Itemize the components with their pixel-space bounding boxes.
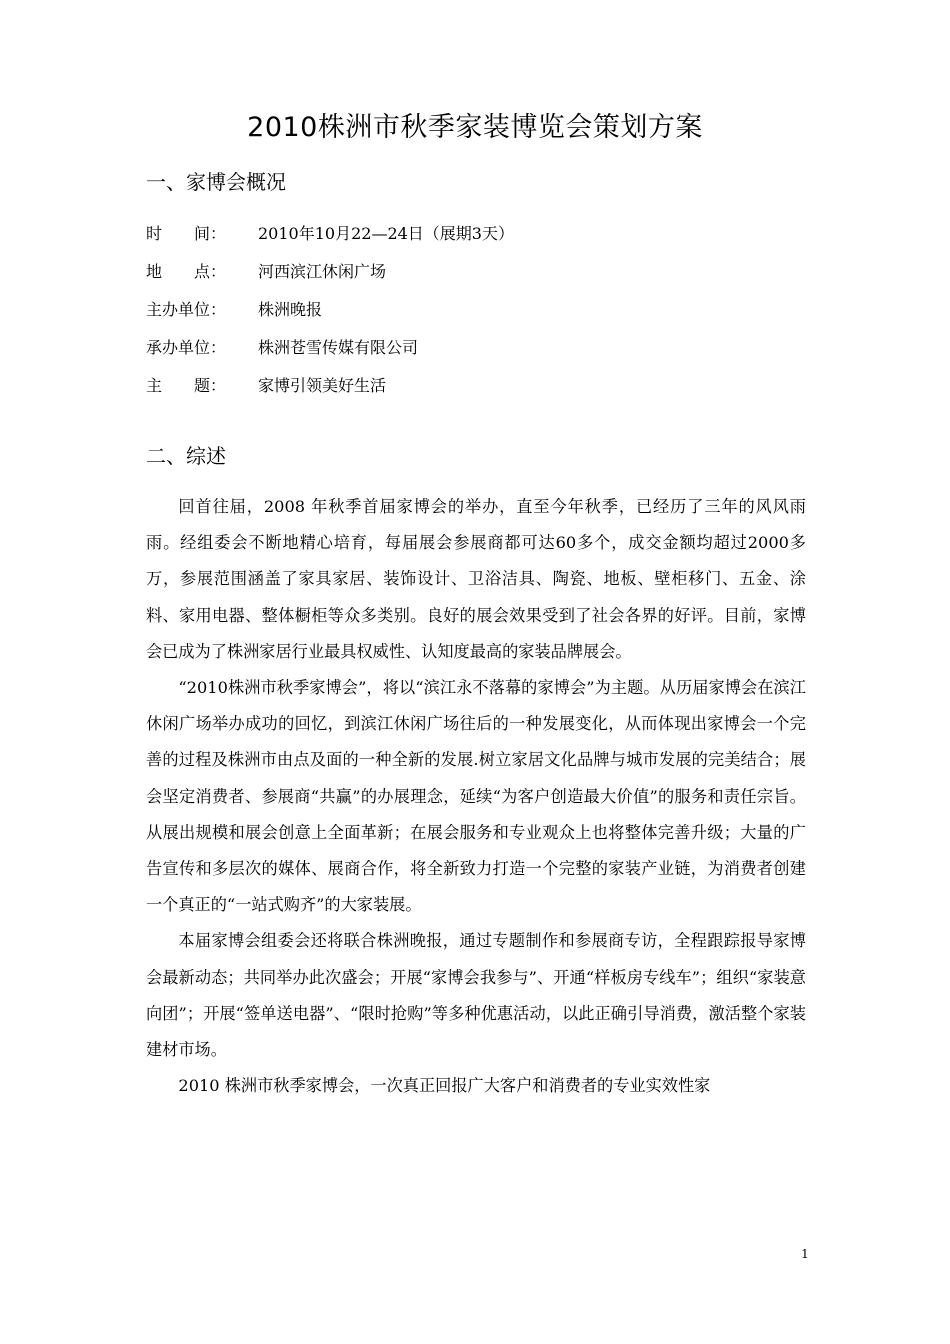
info-row-theme <box>146 367 806 405</box>
info-row-organizer <box>146 291 806 329</box>
info-value: 家博引领美好生活 <box>258 376 387 395</box>
overview-info-list <box>146 215 806 405</box>
info-value: 河西滨江休闲广场 <box>258 262 387 281</box>
info-value: 株洲晚报 <box>258 300 323 319</box>
info-row-undertaker <box>146 329 806 367</box>
info-label: 承办单位： <box>146 338 227 357</box>
section-heading-overview: 一、家博会概况 <box>146 170 286 194</box>
info-label: 主办单位： <box>146 300 227 319</box>
info-row-time <box>146 215 806 253</box>
info-label: 时 间： <box>146 224 227 243</box>
paragraph: 回首往届，2008 年秋季首届家博会的举办，直至今年秋季，已经历了三年的风风雨雨。经组委会不断地精心培育，每届展会参展商都可达60多个，成交金额均超过2000多万，参展范围涵盖了家具家居、装饰设计、卫浴洁具、陶瓷、地板、壁柜移门、五金、涂料、家用电器、整体橱柜等众多类别。良好的展会效果受到了社会各界的好评。目前，家博会已成为了株洲家居行业最具权威性、认知度最高的家装品牌展会。 <box>146 497 806 661</box>
info-value: 株洲苍雪传媒有限公司 <box>258 338 419 357</box>
summary-body <box>146 489 806 1104</box>
section-heading-summary: 二、综述 <box>146 444 226 468</box>
document-title: 2010株洲市秋季家装博览会策划方案 <box>247 112 703 143</box>
paragraph: 本届家博会组委会还将联合株洲晚报，通过专题制作和参展商专访，全程跟踪报导家博会最新动态；共同举办此次盛会；开展“家博会我参与”、开通“样板房专线车”；组织“家装意向团”；开展“签单送电器”、“限时抢购”等多种优惠活动，以此正确引导消费，激活整个家装建材市场。 <box>146 931 806 1060</box>
info-label: 地 点： <box>146 262 227 281</box>
info-value: 2010年10月22—24日（展期3天） <box>258 224 514 243</box>
page-number: 1 <box>801 1247 809 1261</box>
paragraph: “2010株洲市秋季家博会”，将以“滨江永不落幕的家博会”为主题。从历届家博会在滨江休闲广场举办成功的回忆，到滨江休闲广场往后的一种发展变化，从而体现出家博会一个完善的过程及株洲市由点及面的一种全新的发展.树立家居文化品牌与城市发展的完美结合；展会坚定消费者、参展商“共赢”的办展理念，延续“为客户创造最大价值”的服务和责任宗旨。从展出规模和展会创意上全面革新；在展会服务和专业观众上也将整体完善升级；大量的广告宣传和多层次的媒体、展商合作，将全新致力打造一个完整的家装产业链，为消费者创建一个真正的“一站式购齐”的大家装展。 <box>146 678 806 915</box>
info-row-location <box>146 253 806 291</box>
paragraph: 2010 株洲市秋季家博会，一次真正回报广大客户和消费者的专业实效性家 <box>178 1076 711 1096</box>
info-label: 主 题： <box>146 376 227 395</box>
